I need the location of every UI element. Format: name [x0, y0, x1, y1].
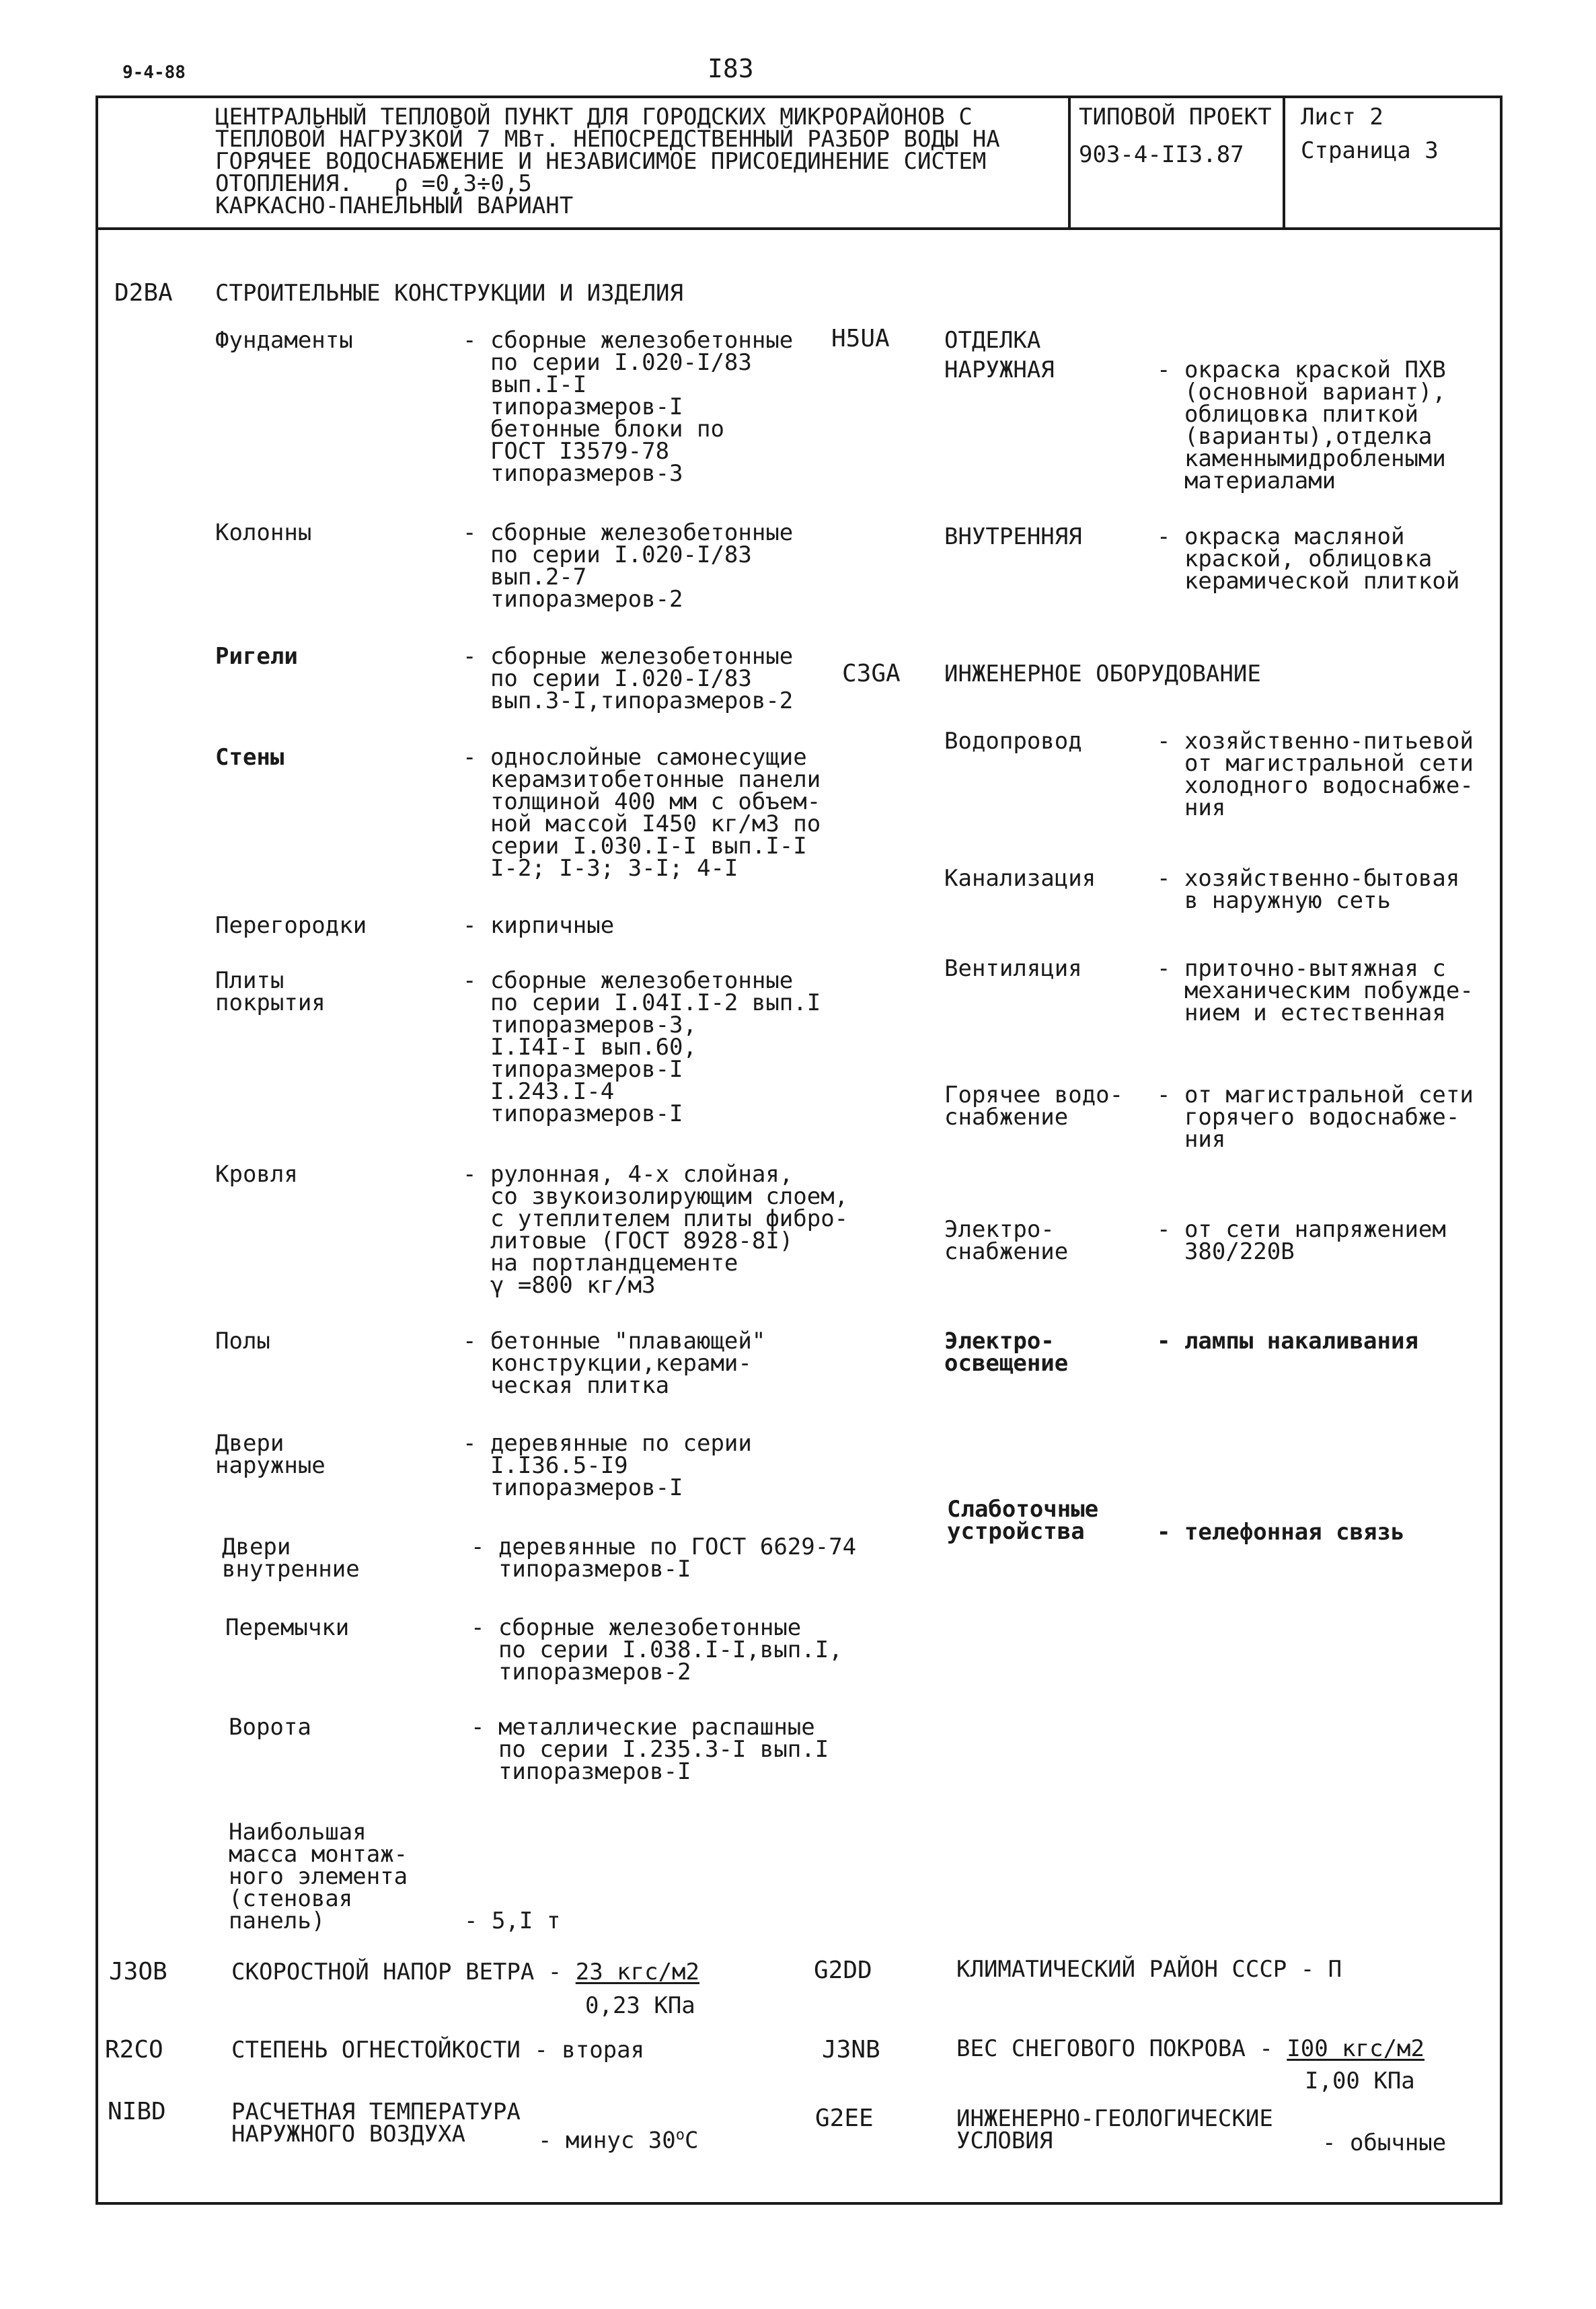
- value-line: краской, облицовка: [1157, 545, 1433, 572]
- value-line: (основной вариант),: [1157, 379, 1446, 406]
- title-line: ГОРЯЧЕЕ ВОДОСНАБЖЕНИЕ И НЕЗАВИСИМОЕ ПРИСОЕДИНЕНИЕ СИСТЕМ: [215, 148, 987, 175]
- value-line: - кирпичные: [463, 912, 615, 939]
- item-value: [463, 1430, 752, 1501]
- fire-text: СТЕПЕНЬ ОГНЕСТОЙКОСТИ - вторая: [231, 2037, 645, 2064]
- wind-kpa: 0,23 КПа: [585, 1992, 695, 2019]
- name-line: масса монтаж-: [229, 1841, 408, 1868]
- value-line: по серии I.020-I/83: [463, 349, 752, 376]
- temp-code: NIBD: [108, 2098, 166, 2125]
- value-line: - от сети напряжением: [1157, 1216, 1446, 1243]
- value-line: - от магистральной сети: [1157, 1082, 1474, 1108]
- wind-code: J3OB: [109, 1958, 167, 1985]
- name-line: Слаботочные: [947, 1496, 1099, 1523]
- title-block-title: [215, 106, 1000, 217]
- max-mass-label: [229, 1821, 408, 1932]
- item-name: [215, 1430, 326, 1479]
- title-block-bottom-rule: [96, 227, 1500, 230]
- value-line: - сборные железобетонные: [463, 643, 794, 670]
- geo-value: - обычные: [1322, 2129, 1447, 2156]
- value-line: ной массой I450 кг/м3 по: [463, 810, 821, 837]
- value-line: - сборные железобетонные: [463, 327, 794, 354]
- title-block-divider-2: [1283, 96, 1285, 229]
- value-line: типоразмеров-I: [471, 1556, 691, 1583]
- value-line: - рулонная, 4-х слойная,: [463, 1161, 794, 1188]
- value-line: горячего водоснабже-: [1157, 1104, 1460, 1131]
- geo-code: G2EE: [815, 2105, 874, 2132]
- name-line: покрытия: [215, 989, 326, 1016]
- item-value: [463, 1161, 849, 1299]
- geo-label-line: УСЛОВИЯ: [956, 2127, 1053, 2154]
- page-label: Страница 3: [1301, 137, 1439, 164]
- snow-label-text: ВЕС СНЕГОВОГО ПОКРОВА -: [956, 2035, 1287, 2062]
- value-line: бетонные блоки по: [463, 416, 724, 443]
- page-number: I83: [708, 54, 754, 83]
- name-line: Двери: [215, 1430, 284, 1457]
- value-line: - металлические распашные: [471, 1714, 815, 1741]
- item-value: [463, 912, 615, 939]
- value-line: керамзитобетонные панели: [463, 766, 821, 793]
- value-line: - приточно-вытяжная с: [1157, 955, 1446, 982]
- value-line: γ =800 кг/м3: [463, 1272, 656, 1299]
- item-value: [471, 1716, 829, 1783]
- value-line: I.243.I-4: [463, 1078, 615, 1105]
- climate-text: КЛИМАТИЧЕСКИЙ РАЙОН СССР - П: [956, 1956, 1342, 1983]
- name-line: устройства: [947, 1518, 1085, 1545]
- item-name: Вентиляция: [944, 955, 1082, 982]
- value-line: от магистральной сети: [1157, 750, 1474, 777]
- item-name: Ригели: [215, 643, 298, 670]
- item-name: [222, 1536, 360, 1581]
- item-name: [944, 1216, 1069, 1265]
- item-value: [471, 1614, 843, 1686]
- climate-code: G2DD: [814, 1957, 872, 1984]
- item-value: [463, 643, 794, 714]
- name-line: освещение: [944, 1350, 1069, 1377]
- item-value: [1157, 730, 1474, 819]
- temp-value-text: - минус 30: [538, 2127, 676, 2154]
- item-name: [215, 967, 326, 1016]
- title-line: ОТОПЛЕНИЯ. ρ =0,3÷0,5: [215, 170, 532, 197]
- temp-value: [538, 2124, 698, 2152]
- value-line: со звукоизолирующим слоем,: [463, 1183, 849, 1210]
- value-line: типоразмеров-I: [463, 393, 683, 420]
- value-line: ния: [1157, 794, 1226, 821]
- snow-kpa: I,00 КПа: [1305, 2068, 1415, 2094]
- value-line: вып.I-I: [463, 371, 587, 398]
- item-value: [1157, 523, 1460, 595]
- title-block-divider-1: [1068, 96, 1071, 229]
- title-line: ЦЕНТРАЛЬНЫЙ ТЕПЛОВОЙ ПУНКТ ДЛЯ ГОРОДСКИХ МИКРОРАЙОНОВ С: [215, 104, 973, 130]
- item-name: Ворота: [229, 1714, 311, 1741]
- corner-code: 9-4-88: [122, 63, 186, 83]
- value-line: (варианты),отделка: [1157, 423, 1433, 450]
- item-name: [947, 1496, 1099, 1545]
- item-name: Колонны: [215, 519, 312, 546]
- value-line: механическим побужде-: [1157, 977, 1474, 1004]
- name-line: Горячее водо-: [944, 1082, 1124, 1108]
- item-value: [463, 519, 794, 613]
- value-line: вып.3-I,типоразмеров-2: [463, 687, 794, 714]
- value-line: - деревянные по серии: [463, 1430, 752, 1457]
- name-line: внутренние: [222, 1556, 360, 1583]
- value-line: материалами: [1157, 467, 1336, 494]
- item-name: Водопровод: [944, 728, 1082, 755]
- value-line: I.I4I-I вып.60,: [463, 1034, 697, 1061]
- value-line: по серии I.020-I/83: [463, 665, 752, 692]
- item-name: Перегородки: [215, 912, 367, 939]
- value-line: по серии I.04I.I-2 вып.I: [463, 989, 821, 1016]
- value-line: с утеплителем плиты фибро-: [463, 1205, 849, 1232]
- item-value: [463, 327, 794, 487]
- item-name: Кровля: [215, 1161, 298, 1188]
- value-line: серии I.030.I-I вып.I-I: [463, 833, 807, 860]
- value-line: - однослойные самонесущие: [463, 744, 807, 771]
- name-line: наружные: [215, 1452, 326, 1479]
- value-line: - лампы накаливания: [1157, 1328, 1418, 1355]
- project-number: 903-4-II3.87: [1079, 141, 1244, 168]
- degree-sign: o: [675, 2127, 685, 2144]
- title-line: КАРКАСНО-ПАНЕЛЬНЫЙ ВАРИАНТ: [215, 192, 574, 219]
- snow-code: J3NB: [822, 2036, 880, 2064]
- item-name: [944, 1084, 1123, 1129]
- value-line: - сборные железобетонные: [463, 519, 794, 546]
- item-value: [1157, 865, 1460, 914]
- name-line: ного элемента: [229, 1863, 408, 1890]
- value-line: - сборные железобетонные: [463, 967, 794, 994]
- title-line: ТЕПЛОВОЙ НАГРУЗКОЙ 7 МВт. НЕПОСРЕДСТВЕННЫЙ РАЗБОР ВОДЫ НА: [215, 126, 1000, 153]
- engineering-heading: ИНЖЕНЕРНОЕ ОБОРУДОВАНИЕ: [944, 660, 1261, 687]
- section-code-construction: D2BA: [114, 279, 173, 307]
- name-line: Электро-: [944, 1216, 1055, 1243]
- wind-label-text: СКОРОСТНОЙ НАПОР ВЕТРА -: [231, 1959, 576, 1985]
- name-line: снабжение: [944, 1238, 1069, 1265]
- value-line: типоразмеров-I: [463, 1100, 683, 1127]
- name-line: Наибольшая: [229, 1819, 367, 1846]
- value-line: по серии I.038.I-I,вып.I,: [471, 1636, 843, 1663]
- item-name: ВНУТРЕННЯЯ: [944, 523, 1082, 550]
- item-value: [1157, 955, 1474, 1026]
- value-line: литовые (ГОСТ 8928-8I): [463, 1227, 794, 1254]
- item-name: Фундаменты: [215, 327, 353, 354]
- name-line: панель): [229, 1907, 326, 1934]
- item-name: НАРУЖНАЯ: [944, 356, 1055, 383]
- geo-label: [956, 2105, 1273, 2154]
- sheet-label: Лист 2: [1301, 104, 1383, 130]
- section-code-engineering: C3GA: [842, 660, 901, 687]
- value-line: по серии I.020-I/83: [463, 541, 752, 568]
- value-line: по серии I.235.3-I вып.I: [471, 1736, 829, 1763]
- section-code-finishing: H5UA: [831, 325, 890, 352]
- value-line: I-2; I-3; 3-I; 4-I: [463, 855, 738, 882]
- value-line: ческая плитка: [463, 1372, 670, 1399]
- wind-value: 23 кгс/м2: [575, 1959, 699, 1985]
- value-line: каменнымидроблеными: [1157, 445, 1446, 472]
- value-line: - сборные железобетонные: [471, 1614, 802, 1641]
- value-line: облицовка плиткой: [1157, 401, 1418, 428]
- value-line: керамической плиткой: [1157, 568, 1460, 595]
- value-line: вып.2-7: [463, 564, 587, 591]
- item-value: [1157, 1521, 1404, 1544]
- value-line: ния: [1157, 1126, 1226, 1153]
- item-name: Стены: [215, 744, 284, 771]
- item-name: Перемычки: [225, 1614, 350, 1641]
- value-line: типоразмеров-I: [471, 1758, 691, 1785]
- snow-label: [956, 2035, 1424, 2062]
- value-line: типоразмеров-2: [471, 1659, 691, 1686]
- value-line: I.I36.5-I9: [463, 1452, 628, 1479]
- item-name: [944, 1330, 1068, 1375]
- value-line: типоразмеров-I: [463, 1056, 683, 1083]
- value-line: конструкции,керами-: [463, 1350, 752, 1377]
- value-line: - хозяйственно-бытовая: [1157, 865, 1460, 892]
- item-value: [1157, 356, 1446, 494]
- value-line: - деревянные по ГОСТ 6629-74: [471, 1534, 857, 1560]
- value-line: - окраска масляной: [1157, 523, 1405, 550]
- value-line: на портландцементе: [463, 1250, 738, 1277]
- item-value: [463, 967, 821, 1127]
- value-line: в наружную сеть: [1157, 887, 1391, 914]
- temp-unit: C: [684, 2127, 699, 2154]
- fire-code: R2CO: [105, 2036, 163, 2064]
- item-value: [1157, 1084, 1474, 1151]
- value-line: толщиной 400 мм с объем-: [463, 788, 821, 815]
- name-line: снабжение: [944, 1104, 1069, 1131]
- temp-label: [231, 2098, 521, 2148]
- temp-label-line: РАСЧЕТНАЯ ТЕМПЕРАТУРА: [231, 2098, 521, 2125]
- finishing-heading: ОТДЕЛКА: [944, 327, 1041, 354]
- value-line: типоразмеров-3: [463, 460, 683, 487]
- temp-label-line: НАРУЖНОГО ВОЗДУХА: [231, 2121, 465, 2148]
- value-line: типоразмеров-2: [463, 586, 683, 613]
- project-label: ТИПОВОЙ ПРОЕКТ: [1079, 104, 1272, 130]
- item-value: [463, 1330, 765, 1397]
- value-line: типоразмеров-I: [463, 1474, 683, 1501]
- name-line: Двери: [222, 1534, 291, 1560]
- value-line: 380/220В: [1157, 1238, 1295, 1265]
- geo-label-line: ИНЖЕНЕРНО-ГЕОЛОГИЧЕСКИЕ: [956, 2105, 1273, 2132]
- construction-heading: СТРОИТЕЛЬНЫЕ КОНСТРУКЦИИ И ИЗДЕЛИЯ: [215, 280, 683, 307]
- value-line: - бетонные "плавающей": [463, 1328, 766, 1355]
- value-line: - хозяйственно-питьевой: [1157, 728, 1474, 755]
- value-line: холодного водоснабже-: [1157, 772, 1474, 799]
- value-line: ГОСТ I3579-78: [463, 438, 670, 465]
- name-line: (стеновая: [229, 1885, 353, 1912]
- name-line: Плиты: [215, 967, 284, 994]
- item-value: [1157, 1330, 1418, 1353]
- wind-label: [231, 1961, 699, 1983]
- value-line: - телефонная связь: [1157, 1519, 1405, 1546]
- item-name: Полы: [215, 1328, 270, 1355]
- max-mass-value: - 5,I т: [464, 1907, 561, 1934]
- item-value: [463, 744, 821, 882]
- value-line: - окраска краской ПХВ: [1157, 356, 1446, 383]
- value-line: типоразмеров-3,: [463, 1012, 697, 1038]
- item-name: Канализация: [944, 865, 1096, 892]
- item-value: [471, 1536, 856, 1581]
- item-value: [1157, 1216, 1446, 1265]
- snow-value: I00 кгс/м2: [1287, 2035, 1424, 2062]
- name-line: Электро-: [944, 1328, 1055, 1355]
- value-line: нием и естественная: [1157, 999, 1446, 1026]
